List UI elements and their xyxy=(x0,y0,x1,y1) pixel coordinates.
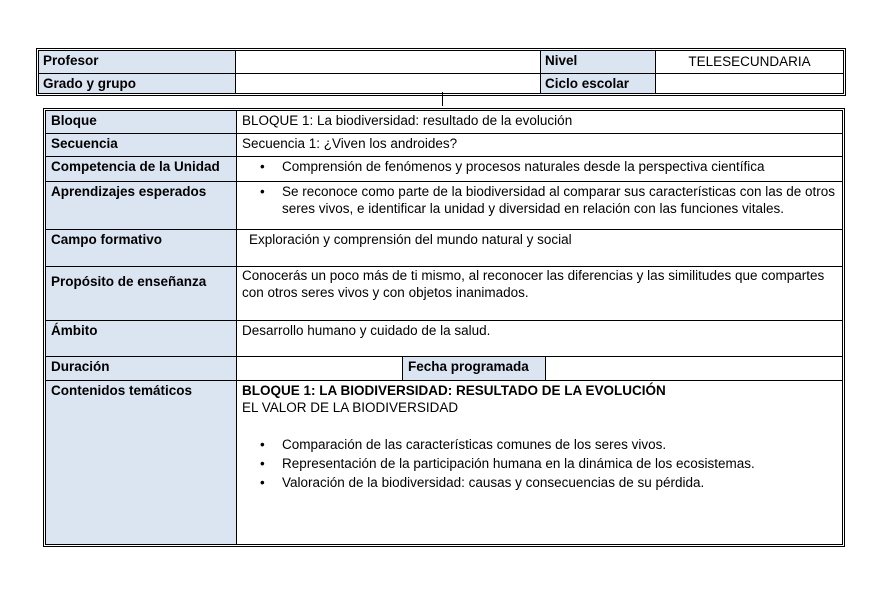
proposito-value: Conocerás un poco más de ti mismo, al reconocer las diferencias y las similitudes que compartes con otros seres vivos y con objetos inanimados. xyxy=(237,267,843,321)
profesor-value xyxy=(236,51,541,74)
contenido-text: Comparación de las características comunes de los seres vivos. xyxy=(282,437,667,452)
row-duracion xyxy=(46,357,843,381)
bullet-icon: • xyxy=(260,437,265,452)
planning-table xyxy=(45,110,843,545)
bloque-label: Bloque xyxy=(46,111,237,134)
duracion-value xyxy=(237,357,403,381)
bullet-icon: • xyxy=(260,456,265,471)
contenido-text: Representación de la participación humana en la dinámica de los ecosistemas. xyxy=(282,456,755,471)
campo-value: Exploración y comprensión del mundo natural y social xyxy=(237,230,843,267)
row-contenidos xyxy=(46,381,843,545)
row-secuencia xyxy=(46,134,843,157)
competencia-list xyxy=(242,158,837,175)
competencia-cell xyxy=(237,157,843,182)
ciclo-value xyxy=(656,74,844,94)
secuencia-label: Secuencia xyxy=(46,134,237,157)
row-campo xyxy=(46,230,843,267)
contenidos-subheading: EL VALOR DE LA BIODIVERSIDAD xyxy=(242,400,459,415)
aprendizajes-list xyxy=(242,183,837,217)
bullet-icon: • xyxy=(260,159,265,174)
bullet-icon: • xyxy=(260,184,265,199)
duracion-label: Duración xyxy=(46,357,237,381)
row-bloque xyxy=(46,111,843,134)
row-proposito xyxy=(46,267,843,321)
list-item xyxy=(260,473,837,492)
row-aprendizajes xyxy=(46,182,843,230)
contenidos-label: Contenidos temáticos xyxy=(46,381,237,545)
list-item xyxy=(260,435,837,454)
row-competencia xyxy=(46,157,843,182)
nivel-label: Nivel xyxy=(541,51,656,74)
aprendizajes-text: Se reconoce como parte de la biodiversidad al comparar sus características con las de otros seres vivos, e identificar la unidad y diversidad en relación con las funciones vitales. xyxy=(282,184,836,216)
grado-value xyxy=(236,74,541,94)
proposito-label: Propósito de enseñanza xyxy=(46,267,237,321)
header-row-2 xyxy=(39,74,844,94)
row-ambito xyxy=(46,321,843,357)
list-item xyxy=(260,158,837,175)
list-item xyxy=(260,183,837,217)
contenidos-cell xyxy=(237,381,843,545)
contenidos-heading: BLOQUE 1: LA BIODIVERSIDAD: RESULTADO DE LA EVOLUCIÓN xyxy=(242,383,666,398)
ambito-value: Desarrollo humano y cuidado de la salud. xyxy=(237,321,843,357)
contenido-text: Valoración de la biodiversidad: causas y consecuencias de su pérdida. xyxy=(282,475,705,490)
connector-line xyxy=(442,92,443,106)
ambito-label: Ámbito xyxy=(46,321,237,357)
bullet-icon: • xyxy=(260,475,265,490)
bloque-value: BLOQUE 1: La biodiversidad: resultado de la evolución xyxy=(237,111,843,134)
competencia-text: Comprensión de fenómenos y procesos naturales desde la perspectiva científica xyxy=(282,159,765,174)
campo-label: Campo formativo xyxy=(46,230,237,267)
grado-label: Grado y grupo xyxy=(39,74,236,94)
aprendizajes-label: Aprendizajes esperados xyxy=(46,182,237,230)
header-table xyxy=(38,50,844,94)
fecha-value xyxy=(546,357,843,381)
profesor-label: Profesor xyxy=(39,51,236,74)
header-row-1 xyxy=(39,51,844,74)
fecha-label: Fecha programada xyxy=(403,357,546,381)
nivel-value: TELESECUNDARIA xyxy=(656,51,844,74)
ciclo-label: Ciclo escolar xyxy=(541,74,656,94)
competencia-label: Competencia de la Unidad xyxy=(46,157,237,182)
secuencia-value: Secuencia 1: ¿Viven los androides? xyxy=(237,134,843,157)
list-item xyxy=(260,454,837,473)
contenidos-list xyxy=(242,435,837,492)
aprendizajes-cell xyxy=(237,182,843,230)
